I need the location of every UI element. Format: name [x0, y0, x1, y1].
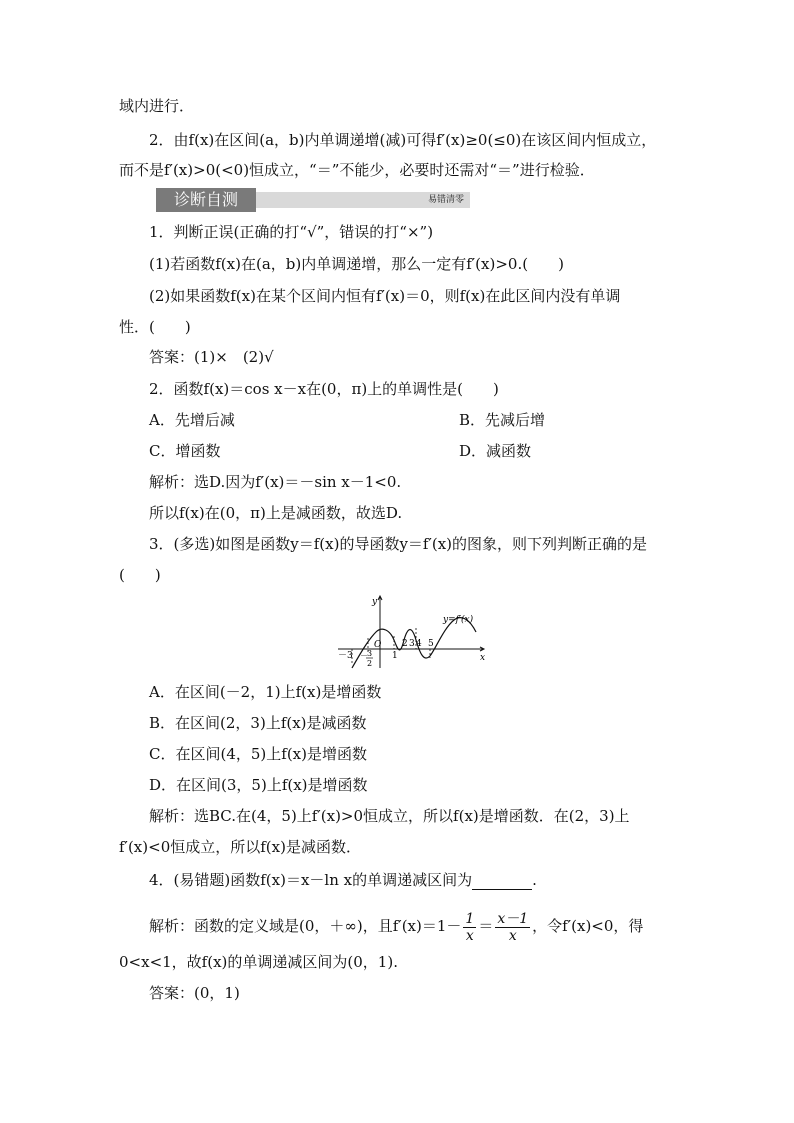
option-c: C．在区间(4，5)上f(x)是增函数 [149, 745, 367, 763]
solution-4-tail: ，令f′(x)<0，得 [532, 917, 644, 935]
equals-sign: ＝ [478, 917, 494, 935]
fraction-denominator: x [465, 927, 474, 944]
option-b: B．在区间(2，3)上f(x)是减函数 [149, 714, 367, 732]
solution-2-cont: 所以f(x)在(0，π)上是减函数，故选D. [149, 504, 403, 522]
solution-4-cont: 0<x<1，故f(x)的单调递减区间为(0，1). [119, 953, 398, 971]
text-line: ( ) [119, 566, 161, 584]
section-header [156, 188, 470, 212]
x-axis-label: x [480, 653, 486, 663]
question-4-text: 4．(易错题)函数f(x)＝x－ln x的单调递减区间为 [149, 871, 473, 889]
tick-label: 3 [409, 639, 415, 649]
fraction [495, 911, 530, 944]
option-c: C．增函数 [149, 442, 221, 460]
tick-label: 5 [428, 639, 434, 649]
question-1-item-1: (1)若函数f(x)在(a，b)内单调递增，那么一定有f′(x)>0.( ) [149, 255, 564, 273]
answer-blank [472, 875, 532, 890]
text-line: 2．由f(x)在区间(a，b)内单调递增(减)可得f′(x)≥0(≤0)在该区间内恒成立， [149, 131, 657, 149]
derivative-graph [330, 592, 490, 672]
fraction-denominator: x [508, 927, 517, 944]
fraction-numerator: x－1 [497, 910, 529, 927]
tick-label: － [360, 651, 368, 660]
option-a: A．先增后减 [149, 411, 235, 429]
option-a: A．在区间(－2，1)上f(x)是增函数 [149, 683, 382, 701]
option-d: D．在区间(3，5)上f(x)是增函数 [149, 776, 368, 794]
question-2: 2．函数f(x)＝cos x－x在(0，π)上的单调性是( ) [149, 380, 499, 398]
y-axis-label: y [372, 597, 378, 607]
section-title: 诊断自测 [156, 188, 256, 212]
question-1-item-2: (2)如果函数f(x)在某个区间内恒有f′(x)＝0，则f(x)在此区间内没有单调 [149, 287, 621, 305]
solution-4-text: 解析：函数的定义域是(0，＋∞)，且f′(x)＝1－ [149, 917, 462, 935]
solution-3: 解析：选BC.在(4，5)上f′(x)>0恒成立，所以f(x)是增函数．在(2，3)上 [149, 807, 630, 825]
origin-label: O [374, 640, 382, 650]
curve-label: y=f′(x) [443, 615, 474, 625]
tick-label: －3 [338, 651, 353, 661]
solution-2: 解析：选D.因为f′(x)＝－sin x－1<0. [149, 473, 402, 491]
solution-4 [149, 906, 643, 946]
answer-4: 答案：(0，1) [149, 984, 240, 1002]
tick-label: 4 [416, 639, 422, 649]
fraction-numerator: 1 [465, 910, 475, 927]
fraction [463, 911, 476, 944]
period: . [532, 871, 537, 889]
text-line: 域内进行． [119, 97, 195, 115]
tick-label: 2 [402, 639, 408, 649]
solution-3-cont: f′(x)<0恒成立，所以f(x)是减函数． [119, 838, 361, 856]
section-tag: 易错清零 [256, 192, 470, 208]
option-b: B．先减后增 [459, 411, 546, 429]
question-3: 3．(多选)如图是函数y＝f(x)的导函数y＝f′(x)的图象，则下列判断正确的是 [149, 535, 648, 553]
question-4 [149, 870, 537, 890]
tick-label: 3 [367, 649, 373, 658]
question-1: 1．判断正误(正确的打“√”，错误的打“×”) [149, 223, 434, 241]
tick-label: 1 [392, 651, 398, 661]
text-line: 性．( ) [119, 318, 191, 336]
answer-1: 答案：(1)× (2)√ [149, 348, 274, 366]
text-line: 而不是f′(x)>0(<0)恒成立，“＝”不能少，必要时还需对“＝”进行检验． [119, 161, 595, 179]
tick-label: 2 [367, 659, 373, 668]
option-d: D．减函数 [459, 442, 532, 460]
